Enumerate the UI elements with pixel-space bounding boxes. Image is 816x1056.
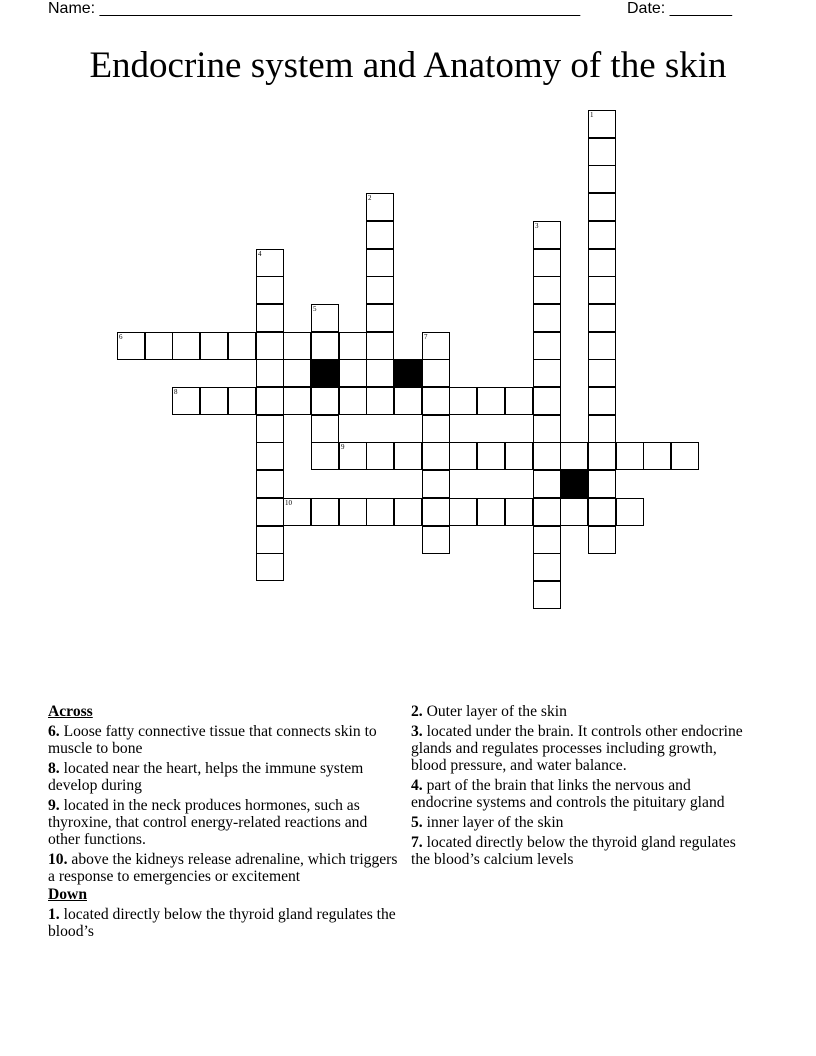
clue-number-label: 1 — [590, 111, 594, 119]
grid-cell[interactable] — [533, 276, 561, 304]
clue-number: 9. — [48, 797, 60, 814]
clue-number-label: 6 — [119, 333, 123, 341]
name-field-label: Name: ______________________________________________________ — [48, 0, 581, 17]
clue-number: 3. — [411, 723, 423, 740]
grid-cell[interactable] — [533, 415, 561, 443]
grid-cell[interactable] — [422, 470, 450, 498]
page-title: Endocrine system and Anatomy of the skin — [89, 45, 727, 86]
grid-cell[interactable] — [533, 526, 561, 554]
grid-cell[interactable] — [339, 359, 367, 387]
grid-cell[interactable] — [533, 332, 561, 360]
grid-cell[interactable] — [533, 581, 561, 609]
across-heading: Across — [48, 703, 93, 720]
grid-cell[interactable] — [366, 359, 394, 387]
grid-cell[interactable] — [311, 387, 339, 415]
grid-cell[interactable] — [505, 498, 533, 526]
grid-cell[interactable] — [533, 387, 561, 415]
grid-cell[interactable] — [533, 304, 561, 332]
clue-number-label: 9 — [341, 443, 345, 451]
grid-cell[interactable] — [588, 415, 616, 443]
grid-cell[interactable] — [588, 221, 616, 249]
grid-cell[interactable] — [533, 359, 561, 387]
down-heading: Down — [48, 886, 87, 903]
grid-cell[interactable] — [533, 498, 561, 526]
clue-number-label: 4 — [258, 250, 262, 258]
clue-text: located directly below the thyroid gland regulates the blood’s calcium levels — [411, 834, 736, 868]
grid-cell[interactable] — [588, 165, 616, 193]
grid-cell[interactable] — [588, 249, 616, 277]
grid-cell[interactable] — [588, 193, 616, 221]
grid-cell[interactable] — [422, 498, 450, 526]
clue-text: located directly below the thyroid gland regulates the blood’s — [48, 906, 396, 940]
grid-cell[interactable] — [588, 470, 616, 498]
grid-cell[interactable] — [477, 442, 505, 470]
grid-cell[interactable] — [366, 221, 394, 249]
clue-down-2 — [411, 703, 751, 720]
clue-down-3 — [411, 723, 751, 774]
grid-cell[interactable] — [311, 442, 339, 470]
grid-block-cell — [560, 470, 588, 498]
clue-number: 4. — [411, 777, 423, 794]
date-field-label: Date: _______ — [627, 0, 732, 17]
grid-cell[interactable] — [256, 276, 284, 304]
grid-cell[interactable] — [616, 442, 644, 470]
grid-cell[interactable] — [200, 332, 228, 360]
clue-text: located near the heart, helps the immune system develop during — [48, 760, 364, 794]
grid-cell[interactable] — [560, 498, 588, 526]
grid-cell[interactable] — [366, 442, 394, 470]
clue-number: 1. — [48, 906, 60, 923]
grid-cell[interactable] — [533, 442, 561, 470]
clue-number-label: 10 — [285, 499, 292, 507]
grid-cell[interactable] — [256, 332, 284, 360]
grid-cell[interactable] — [588, 442, 616, 470]
grid-cell[interactable] — [533, 470, 561, 498]
grid-cell[interactable] — [311, 415, 339, 443]
clue-number-label: 7 — [424, 333, 428, 341]
clue-text: inner layer of the skin — [426, 814, 564, 831]
clue-down-4 — [411, 777, 751, 811]
clue-number: 8. — [48, 760, 60, 777]
grid-cell[interactable] — [588, 110, 616, 138]
clue-down-1 — [48, 906, 400, 940]
clues-left-column — [48, 703, 400, 943]
grid-cell[interactable] — [283, 387, 311, 415]
grid-cell[interactable] — [588, 332, 616, 360]
grid-cell[interactable] — [311, 304, 339, 332]
clue-text: Outer layer of the skin — [426, 703, 567, 720]
grid-cell[interactable] — [671, 442, 699, 470]
grid-cell[interactable] — [200, 387, 228, 415]
grid-cell[interactable] — [283, 359, 311, 387]
clue-number-label: 2 — [368, 194, 372, 202]
grid-cell[interactable] — [588, 304, 616, 332]
clue-number-label: 5 — [313, 305, 317, 313]
grid-cell[interactable] — [256, 359, 284, 387]
grid-cell[interactable] — [588, 276, 616, 304]
grid-cell[interactable] — [339, 387, 367, 415]
clues-right-column — [411, 703, 751, 871]
grid-block-cell — [394, 359, 422, 387]
grid-cell[interactable] — [477, 498, 505, 526]
grid-block-cell — [311, 359, 339, 387]
grid-cell[interactable] — [339, 442, 367, 470]
grid-cell[interactable] — [422, 387, 450, 415]
grid-cell[interactable] — [256, 470, 284, 498]
grid-cell[interactable] — [256, 249, 284, 277]
grid-cell[interactable] — [366, 249, 394, 277]
clue-across-6 — [48, 723, 400, 757]
grid-cell[interactable] — [533, 249, 561, 277]
clue-number: 10. — [48, 851, 68, 868]
grid-cell[interactable] — [256, 526, 284, 554]
clue-across-8 — [48, 760, 400, 794]
clue-text: above the kidneys release adrenaline, which triggers a response to emergencies or excitement — [48, 851, 398, 885]
grid-cell[interactable] — [283, 332, 311, 360]
clue-down-5 — [411, 814, 751, 831]
grid-cell[interactable] — [311, 498, 339, 526]
grid-cell[interactable] — [394, 387, 422, 415]
grid-cell[interactable] — [422, 332, 450, 360]
clue-number-label: 3 — [535, 222, 539, 230]
grid-cell[interactable] — [394, 498, 422, 526]
grid-cell[interactable] — [366, 304, 394, 332]
clue-text: located in the neck produces hormones, such as thyroxine, that control energy-related reactions and other functions. — [48, 797, 368, 848]
grid-cell[interactable] — [256, 498, 284, 526]
grid-cell[interactable] — [366, 193, 394, 221]
grid-cell[interactable] — [366, 387, 394, 415]
grid-cell[interactable] — [366, 498, 394, 526]
grid-cell[interactable] — [366, 276, 394, 304]
grid-cell[interactable] — [533, 221, 561, 249]
clue-text: Loose fatty connective tissue that connects skin to muscle to bone — [48, 723, 377, 757]
clue-text: part of the brain that links the nervous and endocrine systems and controls the pituitary gland — [411, 777, 725, 811]
grid-cell[interactable] — [643, 442, 671, 470]
clue-number: 7. — [411, 834, 423, 851]
grid-cell[interactable] — [477, 387, 505, 415]
clue-across-10 — [48, 851, 400, 885]
grid-cell[interactable] — [256, 442, 284, 470]
grid-cell[interactable] — [145, 332, 173, 360]
grid-cell[interactable] — [505, 387, 533, 415]
clue-number: 5. — [411, 814, 423, 831]
grid-cell[interactable] — [311, 332, 339, 360]
grid-cell[interactable] — [117, 332, 145, 360]
clue-number-label: 8 — [174, 388, 178, 396]
grid-cell[interactable] — [560, 442, 588, 470]
grid-cell[interactable] — [256, 415, 284, 443]
grid-cell[interactable] — [422, 442, 450, 470]
grid-cell[interactable] — [339, 498, 367, 526]
grid-cell[interactable] — [449, 498, 477, 526]
clue-text: located under the brain. It controls other endocrine glands and regulates processes including growth, blood pressure, and water balance. — [411, 723, 743, 774]
grid-cell[interactable] — [449, 442, 477, 470]
grid-cell[interactable] — [339, 332, 367, 360]
clue-across-9 — [48, 797, 400, 848]
grid-cell[interactable] — [588, 526, 616, 554]
grid-cell[interactable] — [172, 387, 200, 415]
grid-cell[interactable] — [256, 387, 284, 415]
grid-cell[interactable] — [394, 442, 422, 470]
clue-number: 2. — [411, 703, 423, 720]
grid-cell[interactable] — [422, 526, 450, 554]
grid-cell[interactable] — [588, 359, 616, 387]
grid-cell[interactable] — [228, 387, 256, 415]
grid-cell[interactable] — [616, 498, 644, 526]
grid-cell[interactable] — [172, 332, 200, 360]
grid-cell[interactable] — [588, 498, 616, 526]
clue-down-7 — [411, 834, 751, 868]
grid-cell[interactable] — [256, 304, 284, 332]
grid-cell[interactable] — [533, 553, 561, 581]
grid-cell[interactable] — [283, 498, 311, 526]
grid-cell[interactable] — [256, 553, 284, 581]
grid-cell[interactable] — [588, 138, 616, 166]
grid-cell[interactable] — [588, 387, 616, 415]
grid-cell[interactable] — [449, 387, 477, 415]
grid-cell[interactable] — [366, 332, 394, 360]
grid-cell[interactable] — [422, 415, 450, 443]
grid-cell[interactable] — [228, 332, 256, 360]
grid-cell[interactable] — [422, 359, 450, 387]
clue-number: 6. — [48, 723, 60, 740]
grid-cell[interactable] — [505, 442, 533, 470]
